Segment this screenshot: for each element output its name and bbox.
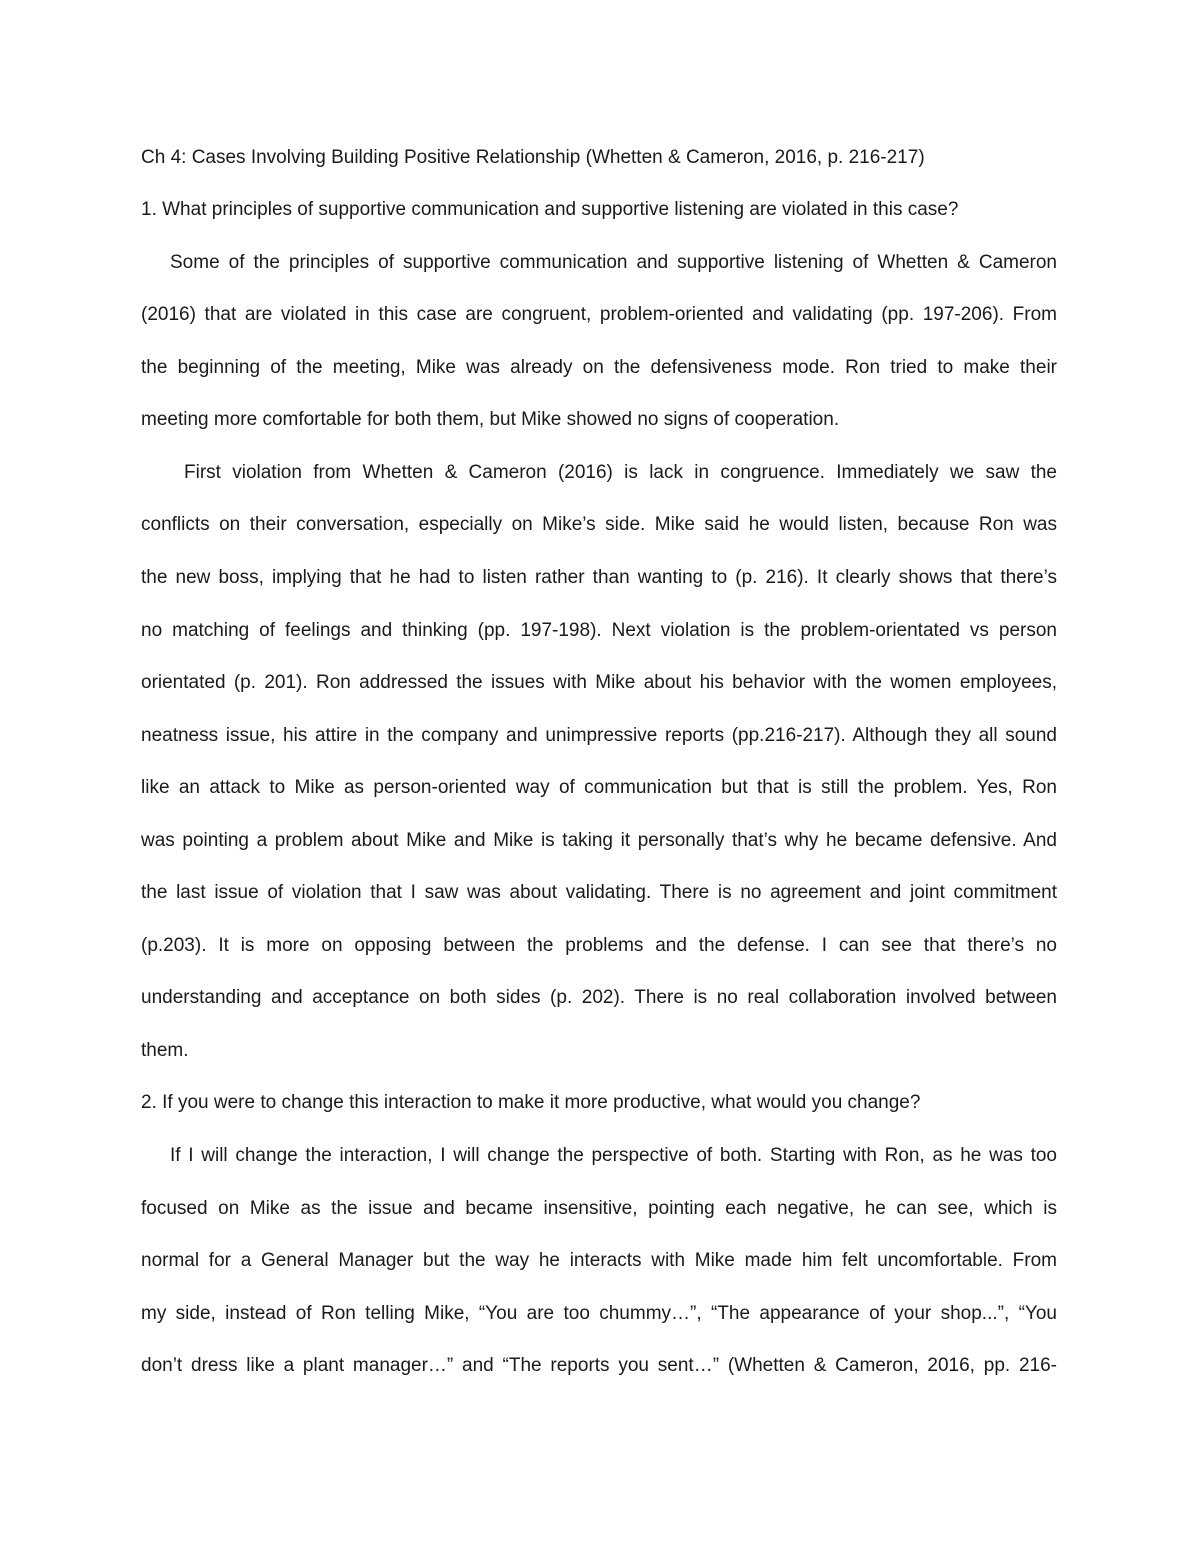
paragraph-line: understanding and acceptance on both sides (p. 202). There is no real collaboration involved between <box>141 987 1057 1008</box>
question-2: 2. If you were to change this interaction to make it more productive, what would you change? <box>141 1092 921 1113</box>
paragraph-line: the last issue of violation that I saw was about validating. There is no agreement and joint commitment <box>141 882 1057 903</box>
paragraph-line: Some of the principles of supportive communication and supportive listening of Whetten & Cameron <box>170 252 1057 273</box>
paragraph-line: meeting more comfortable for both them, but Mike showed no signs of cooperation. <box>141 409 840 430</box>
paragraph-line: (p.203). It is more on opposing between the problems and the defense. I can see that there’s no <box>141 935 1057 956</box>
paragraph-line: neatness issue, his attire in the company and unimpressive reports (pp.216-217). Although they all sound <box>141 725 1057 746</box>
paragraph-line: focused on Mike as the issue and became insensitive, pointing each negative, he can see, which is <box>141 1198 1057 1219</box>
paragraph-line: First violation from Whetten & Cameron (2016) is lack in congruence. Immediately we saw the <box>184 462 1057 483</box>
paragraph-line: the beginning of the meeting, Mike was already on the defensiveness mode. Ron tried to make their <box>141 357 1057 378</box>
paragraph-line: my side, instead of Ron telling Mike, “You are too chummy…”, “The appearance of your shop...”, “You <box>141 1303 1057 1324</box>
paragraph-line: no matching of feelings and thinking (pp. 197-198). Next violation is the problem-orientated vs person <box>141 620 1057 641</box>
paragraph-line: them. <box>141 1040 189 1061</box>
paragraph-line: was pointing a problem about Mike and Mike is taking it personally that’s why he became defensive. And <box>141 830 1057 851</box>
paragraph-line: like an attack to Mike as person-oriented way of communication but that is still the problem. Yes, Ron <box>141 777 1057 798</box>
paragraph-line: If I will change the interaction, I will change the perspective of both. Starting with Ron, as he was too <box>170 1145 1057 1166</box>
paragraph-line: (2016) that are violated in this case are congruent, problem-oriented and validating (pp. 197-206). From <box>141 304 1057 325</box>
paragraph-line: orientated (p. 201). Ron addressed the issues with Mike about his behavior with the women employees, <box>141 672 1057 693</box>
paragraph-line: don’t dress like a plant manager…” and “The reports you sent…” (Whetten & Cameron, 2016, pp. 216- <box>141 1355 1057 1376</box>
paragraph-line: conflicts on their conversation, especially on Mike’s side. Mike said he would listen, because Ron was <box>141 514 1057 535</box>
question-1: 1. What principles of supportive communication and supportive listening are violated in this case? <box>141 199 959 220</box>
paragraph-line: the new boss, implying that he had to listen rather than wanting to (p. 216). It clearly shows that there’s <box>141 567 1057 588</box>
paragraph-line: normal for a General Manager but the way he interacts with Mike made him felt uncomfortable. From <box>141 1250 1057 1271</box>
document-heading: Ch 4: Cases Involving Building Positive Relationship (Whetten & Cameron, 2016, p. 216-217) <box>141 147 925 168</box>
